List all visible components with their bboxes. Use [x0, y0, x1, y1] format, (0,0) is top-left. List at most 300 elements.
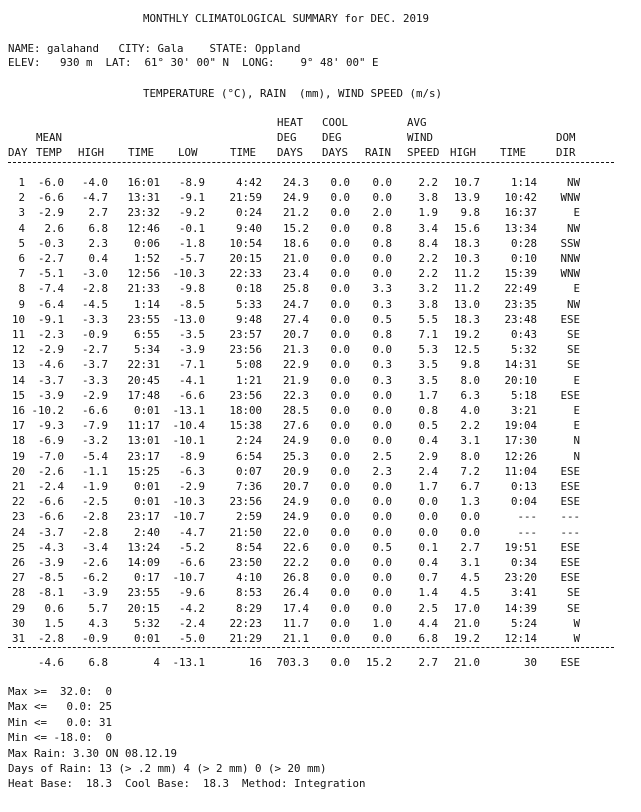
data-row-wind-high-time: 3:41 — [510, 586, 537, 600]
data-row-avg-wind-speed: 0.0 — [418, 495, 438, 509]
data-row-cool-deg-days: 0.0 — [330, 616, 350, 630]
data-row-day: 14 — [11, 373, 25, 387]
data-row-cool-deg-days: 0.0 — [330, 221, 350, 235]
data-row-rain: 1.0 — [372, 616, 392, 630]
data-row-dom-dir: SE — [566, 343, 580, 357]
data-row-rain: 0.0 — [372, 343, 392, 357]
data-row-cool-deg-days: 0.0 — [330, 540, 350, 554]
data-row-high-time: 5:32 — [133, 616, 160, 630]
data-row-cool-deg-days: 0.0 — [330, 495, 350, 509]
data-row-wind-high-time: --- — [517, 525, 537, 539]
data-row-wind-high: 2.7 — [460, 540, 480, 554]
data-row-day: 4 — [18, 221, 25, 235]
header-row-avg-wind-speed: WIND — [407, 131, 434, 144]
data-row-dom-dir: --- — [560, 510, 580, 524]
data-row-low-time: 7:36 — [235, 480, 262, 493]
data-row-high-time: 0:17 — [133, 571, 160, 585]
data-row-avg-wind-speed: 2.2 — [418, 252, 438, 265]
data-row-heat-deg-days: 22.0 — [282, 525, 309, 539]
data-row-wind-high: 18.3 — [453, 312, 480, 326]
data-row-low-time: 23:56 — [229, 495, 262, 509]
data-row-high-temp: -3.9 — [81, 586, 108, 600]
data-row-avg-wind-speed: 1.7 — [418, 480, 438, 493]
totals-cell-dom-dir: ESE — [560, 656, 580, 669]
data-row-high-temp: -1.9 — [81, 480, 108, 493]
data-row-low-temp: -7.1 — [178, 358, 205, 372]
data-row-low-time: 2:59 — [235, 510, 262, 524]
data-row-high-time: 21:33 — [127, 282, 160, 296]
data-row-rain: 0.0 — [372, 525, 392, 539]
data-row-wind-high: 10.7 — [453, 176, 480, 189]
data-row-high-time: 15:25 — [127, 464, 160, 478]
data-row-low-time: 21:50 — [229, 525, 262, 539]
data-row-rain: 0.5 — [372, 540, 392, 554]
data-row-high-time: 12:46 — [127, 221, 160, 235]
data-row — [0, 450, 641, 463]
data-row-mean-temp: -2.4 — [37, 480, 64, 493]
data-row-high-temp: -2.9 — [81, 388, 108, 402]
data-row-wind-high: 18.3 — [453, 236, 480, 250]
data-row-dom-dir: E — [573, 206, 580, 220]
data-row-heat-deg-days: 22.2 — [282, 556, 309, 569]
data-row-wind-high: 8.0 — [460, 449, 480, 463]
data-row-rain: 0.0 — [372, 586, 392, 600]
data-row — [0, 252, 641, 265]
data-row-mean-temp: -3.7 — [37, 373, 64, 387]
data-row-low-temp: -9.6 — [178, 586, 205, 600]
data-row-high-time: 20:15 — [127, 601, 160, 615]
data-row-rain: 0.0 — [372, 252, 392, 265]
data-row-wind-high: 6.7 — [460, 480, 480, 493]
data-row-low-time: 22:33 — [229, 267, 262, 281]
header-row-high-temp: HIGH — [78, 146, 105, 159]
header-divider — [8, 162, 614, 163]
data-row-low-temp: -8.9 — [178, 176, 205, 189]
data-row-high-time: 13:24 — [127, 540, 160, 554]
data-row-avg-wind-speed: 2.9 — [418, 449, 438, 463]
header-row-cool-deg-days: DAYS — [322, 146, 349, 159]
data-row-wind-high-time: 5:32 — [510, 343, 537, 357]
data-row-low-time: 9:40 — [235, 221, 262, 235]
data-row-wind-high: 9.8 — [460, 206, 480, 220]
data-row-avg-wind-speed: 4.4 — [418, 616, 438, 630]
data-row-wind-high-time: 17:30 — [504, 434, 537, 448]
data-row-mean-temp: -5.1 — [37, 267, 64, 281]
data-row-avg-wind-speed: 2.2 — [418, 176, 438, 189]
data-row-day: 9 — [18, 297, 25, 311]
data-row-high-temp: -4.0 — [81, 176, 108, 189]
data-row-wind-high: 7.2 — [460, 464, 480, 478]
data-row-low-temp: -5.2 — [178, 540, 205, 554]
data-row-mean-temp: -2.9 — [37, 206, 64, 220]
data-row-cool-deg-days: 0.0 — [330, 176, 350, 189]
data-row-mean-temp: -7.4 — [37, 282, 64, 296]
summary-line: Min <= 0.0: 31 — [8, 715, 113, 729]
data-row-rain: 0.3 — [372, 358, 392, 372]
data-row-rain: 0.8 — [372, 328, 392, 341]
data-row-cool-deg-days: 0.0 — [330, 297, 350, 311]
data-row-high-time: 5:34 — [133, 343, 160, 357]
data-row-high-temp: -0.9 — [81, 632, 108, 645]
header-row-high-time: TIME — [128, 146, 155, 159]
data-row-dom-dir: ESE — [560, 540, 580, 554]
data-row-dom-dir: ESE — [560, 312, 580, 326]
data-row-mean-temp: -3.7 — [37, 525, 64, 539]
data-row-low-temp: -6.6 — [178, 388, 205, 402]
data-row-day: 1 — [18, 176, 25, 189]
data-row-high-temp: 2.7 — [88, 206, 108, 220]
data-row-low-temp: -9.2 — [178, 206, 205, 220]
data-row-mean-temp: -6.4 — [37, 297, 64, 311]
data-row-wind-high: 3.1 — [460, 556, 480, 569]
data-row — [0, 222, 641, 235]
totals-cell-high-temp: 6.8 — [88, 656, 108, 669]
data-row-heat-deg-days: 20.9 — [282, 464, 309, 478]
data-row-avg-wind-speed: 0.0 — [418, 510, 438, 524]
data-row-mean-temp: -2.3 — [37, 328, 64, 341]
data-row-cool-deg-days: 0.0 — [330, 480, 350, 493]
data-row-dom-dir: ESE — [560, 388, 580, 402]
data-row-mean-temp: -3.9 — [37, 556, 64, 569]
data-row-cool-deg-days: 0.0 — [330, 373, 350, 387]
data-row-avg-wind-speed: 5.3 — [418, 343, 438, 357]
data-row-cool-deg-days: 0.0 — [330, 312, 350, 326]
data-row-cool-deg-days: 0.0 — [330, 358, 350, 372]
data-row-avg-wind-speed: 3.5 — [418, 373, 438, 387]
data-row-dom-dir: SSW — [560, 236, 580, 250]
data-row-high-temp: 5.7 — [88, 601, 108, 615]
header-row-dom-dir: DOM — [556, 131, 576, 144]
data-row-rain: 0.5 — [372, 312, 392, 326]
data-row-avg-wind-speed: 1.7 — [418, 388, 438, 402]
data-row — [0, 358, 641, 371]
report-title: MONTHLY CLIMATOLOGICAL SUMMARY for DEC. 2019 — [143, 12, 430, 25]
data-row-dom-dir: NW — [566, 297, 580, 311]
data-row-low-temp: -4.2 — [178, 601, 205, 615]
data-row-avg-wind-speed: 0.0 — [418, 525, 438, 539]
data-row-cool-deg-days: 0.0 — [330, 191, 350, 205]
data-row-high-temp: 0.4 — [88, 252, 108, 265]
data-row-day: 12 — [11, 343, 25, 357]
data-row-high-time: 17:48 — [127, 388, 160, 402]
data-row-heat-deg-days: 25.8 — [282, 282, 309, 296]
data-row-dom-dir: E — [573, 373, 580, 387]
data-row-low-temp: -6.6 — [178, 556, 205, 569]
header-row-wind-high: HIGH — [450, 146, 477, 159]
data-row-wind-high: 13.9 — [453, 191, 480, 205]
data-row-cool-deg-days: 0.0 — [330, 267, 350, 281]
header-row-heat-deg-days: HEAT — [277, 116, 304, 129]
data-row-high-temp: -3.7 — [81, 358, 108, 372]
data-row-wind-high-time: 10:42 — [504, 191, 537, 205]
data-row-dom-dir: SE — [566, 586, 580, 600]
data-row-mean-temp: -6.6 — [37, 510, 64, 524]
summary-line: Min <= -18.0: 0 — [8, 731, 113, 745]
data-row-dom-dir: N — [573, 434, 580, 448]
data-row — [0, 465, 641, 478]
data-row-high-temp: -7.9 — [81, 419, 108, 433]
data-row-low-temp: -10.1 — [172, 434, 205, 448]
data-row-wind-high-time: 12:26 — [504, 449, 537, 463]
data-row-mean-temp: -0.3 — [37, 236, 64, 250]
data-row-high-time: 22:31 — [127, 358, 160, 372]
data-row-mean-temp: 2.6 — [44, 221, 64, 235]
data-row-day: 18 — [11, 434, 25, 448]
data-row-rain: 0.0 — [372, 495, 392, 509]
data-row — [0, 404, 641, 417]
data-row-avg-wind-speed: 3.2 — [418, 282, 438, 296]
data-row-low-time: 22:23 — [229, 616, 262, 630]
data-row-high-time: 23:17 — [127, 510, 160, 524]
data-row-low-time: 2:24 — [235, 434, 262, 448]
summary-line: Days of Rain: 13 (> .2 mm) 4 (> 2 mm) 0 (> 20 mm) — [8, 762, 327, 775]
data-row-heat-deg-days: 24.3 — [282, 176, 309, 189]
data-row-low-temp: -10.3 — [172, 495, 205, 509]
header-row-dom-dir: DIR — [556, 146, 576, 159]
data-row-avg-wind-speed: 2.5 — [418, 601, 438, 615]
data-row — [0, 176, 641, 189]
data-row-cool-deg-days: 0.0 — [330, 404, 350, 417]
data-row-low-time: 8:54 — [235, 540, 262, 554]
data-row-mean-temp: -4.3 — [37, 540, 64, 554]
data-row — [0, 586, 641, 599]
data-row-dom-dir: N — [573, 449, 580, 463]
data-row-wind-high: 6.3 — [460, 388, 480, 402]
data-row-high-time: 1:14 — [133, 297, 160, 311]
data-row-low-temp: -5.7 — [178, 252, 205, 265]
data-row-rain: 0.3 — [372, 373, 392, 387]
data-row-high-time: 0:01 — [133, 632, 160, 645]
totals-cell-high-time: 4 — [153, 656, 160, 669]
data-row-wind-high-time: --- — [517, 510, 537, 524]
data-row-low-time: 6:54 — [235, 449, 262, 463]
data-row-heat-deg-days: 21.3 — [282, 343, 309, 357]
data-row-dom-dir: SE — [566, 328, 580, 341]
summary-line: Max >= 32.0: 0 — [8, 685, 113, 698]
header-row-avg-wind-speed: AVG — [407, 116, 427, 129]
data-row-wind-high: 4.0 — [460, 404, 480, 417]
data-row-dom-dir: E — [573, 419, 580, 433]
data-row-day: 25 — [11, 540, 25, 554]
data-row-low-time: 1:21 — [235, 373, 262, 387]
data-row-low-temp: -4.7 — [178, 525, 205, 539]
data-row-avg-wind-speed: 3.8 — [418, 297, 438, 311]
data-row-wind-high: 11.2 — [453, 282, 480, 296]
data-row-wind-high: 4.5 — [460, 571, 480, 585]
data-row-heat-deg-days: 28.5 — [282, 404, 309, 417]
data-row-low-time: 8:29 — [235, 601, 262, 615]
data-row-day: 8 — [18, 282, 25, 296]
totals-cell-wind-high: 21.0 — [453, 656, 480, 669]
data-row-wind-high: 10.3 — [453, 252, 480, 265]
data-row-avg-wind-speed: 2.4 — [418, 464, 438, 478]
data-row-day: 27 — [11, 571, 25, 585]
data-row — [0, 237, 641, 250]
data-row-day: 20 — [11, 464, 25, 478]
data-row-mean-temp: -6.6 — [37, 495, 64, 509]
data-row-high-temp: 2.3 — [88, 236, 108, 250]
data-row-avg-wind-speed: 3.8 — [418, 191, 438, 205]
data-row-wind-high: 13.0 — [453, 297, 480, 311]
data-row-rain: 0.0 — [372, 480, 392, 493]
data-row — [0, 389, 641, 402]
data-row-rain: 0.0 — [372, 510, 392, 524]
totals-cell-cool-deg-days: 0.0 — [330, 656, 350, 669]
data-row-avg-wind-speed: 1.9 — [418, 206, 438, 220]
data-row-dom-dir: NW — [566, 221, 580, 235]
data-row — [0, 617, 641, 630]
data-row-cool-deg-days: 0.0 — [330, 556, 350, 569]
data-row-cool-deg-days: 0.0 — [330, 419, 350, 433]
data-row-mean-temp: -7.0 — [37, 449, 64, 463]
data-row-high-time: 13:31 — [127, 191, 160, 205]
data-row-wind-high-time: 1:14 — [510, 176, 537, 189]
data-row-high-time: 6:55 — [133, 328, 160, 341]
data-row-rain: 0.0 — [372, 404, 392, 417]
data-row-day: 26 — [11, 556, 25, 569]
data-row-cool-deg-days: 0.0 — [330, 252, 350, 265]
data-row-wind-high-time: 16:37 — [504, 206, 537, 220]
data-row — [0, 298, 641, 311]
data-row-low-temp: -13.1 — [172, 404, 205, 417]
data-row-low-temp: -0.1 — [178, 221, 205, 235]
data-row — [0, 526, 641, 539]
data-row-mean-temp: -2.9 — [37, 343, 64, 357]
data-row-heat-deg-days: 21.2 — [282, 206, 309, 220]
header-row-mean-temp: TEMP — [36, 146, 63, 159]
data-row-mean-temp: -4.6 — [37, 358, 64, 372]
data-row-low-time: 5:08 — [235, 358, 262, 372]
data-row-low-time: 0:07 — [235, 464, 262, 478]
data-row-heat-deg-days: 11.7 — [282, 616, 309, 630]
data-row-heat-deg-days: 20.7 — [282, 480, 309, 493]
summary-line: Heat Base: 18.3 Cool Base: 18.3 Method: Integration — [8, 777, 366, 791]
data-row-dom-dir: WNW — [560, 191, 580, 205]
data-row-cool-deg-days: 0.0 — [330, 571, 350, 585]
data-row-low-temp: -10.7 — [172, 571, 205, 585]
data-row-day: 31 — [11, 632, 25, 645]
data-row-high-temp: -6.2 — [81, 571, 108, 585]
data-row-low-temp: -8.5 — [178, 297, 205, 311]
data-row-mean-temp: -10.2 — [31, 404, 64, 417]
data-row-high-time: 23:32 — [127, 206, 160, 220]
data-row-wind-high: 0.0 — [460, 510, 480, 524]
data-row-high-time: 0:01 — [133, 480, 160, 493]
data-row — [0, 419, 641, 432]
totals-cell-low-time: 16 — [248, 656, 262, 669]
data-row-high-temp: -3.0 — [81, 267, 108, 281]
data-row-high-temp: -5.4 — [81, 449, 108, 463]
data-row-low-time: 23:57 — [229, 328, 262, 341]
data-row-wind-high: 0.0 — [460, 525, 480, 539]
data-row-mean-temp: 1.5 — [44, 616, 64, 630]
data-row — [0, 495, 641, 508]
data-row — [0, 632, 641, 645]
data-row-high-time: 11:17 — [127, 419, 160, 433]
data-row-rain: 0.0 — [372, 571, 392, 585]
data-row-rain: 0.0 — [372, 601, 392, 615]
data-row-cool-deg-days: 0.0 — [330, 449, 350, 463]
data-row-dom-dir: ESE — [560, 495, 580, 509]
data-row-dom-dir: ESE — [560, 480, 580, 493]
data-row-heat-deg-days: 15.2 — [282, 221, 309, 235]
data-row-day: 30 — [11, 616, 25, 630]
station-elev-line: ELEV: 930 m LAT: 61° 30' 00" N LONG: 9° 48' 00" E — [8, 56, 379, 69]
data-row-cool-deg-days: 0.0 — [330, 388, 350, 402]
data-row-cool-deg-days: 0.0 — [330, 282, 350, 296]
data-row-mean-temp: -6.6 — [37, 191, 64, 205]
header-row-wind-high-time: TIME — [500, 146, 527, 159]
data-row-day: 3 — [18, 206, 25, 220]
data-row-cool-deg-days: 0.0 — [330, 632, 350, 645]
header-row-low-temp: LOW — [178, 146, 198, 159]
data-row-wind-high-time: 19:04 — [504, 419, 537, 433]
data-row — [0, 343, 641, 356]
totals-cell-mean-temp: -4.6 — [37, 656, 64, 669]
data-row-low-temp: -6.3 — [178, 464, 205, 478]
data-row-day: 6 — [18, 252, 25, 265]
data-row-low-time: 20:15 — [229, 252, 262, 265]
data-row-rain: 0.0 — [372, 419, 392, 433]
data-row-day: 19 — [11, 449, 25, 463]
data-row-high-time: 1:52 — [133, 252, 160, 265]
data-row-wind-high-time: 23:48 — [504, 312, 537, 326]
data-row-day: 21 — [11, 480, 25, 493]
data-row-dom-dir: NNW — [560, 252, 580, 265]
data-row-low-time: 18:00 — [229, 404, 262, 417]
data-row-wind-high-time: 19:51 — [504, 540, 537, 554]
data-row-wind-high: 8.0 — [460, 373, 480, 387]
data-row-high-time: 16:01 — [127, 176, 160, 189]
data-row-low-temp: -3.5 — [178, 328, 205, 341]
data-row-avg-wind-speed: 1.4 — [418, 586, 438, 600]
data-row — [0, 571, 641, 584]
data-row-wind-high: 4.5 — [460, 586, 480, 600]
data-row-dom-dir: SE — [566, 358, 580, 372]
data-row-high-temp: -0.9 — [81, 328, 108, 341]
data-row-cool-deg-days: 0.0 — [330, 510, 350, 524]
header-row-low-time: TIME — [230, 146, 257, 159]
data-row-wind-high-time: 15:39 — [504, 267, 537, 281]
data-row — [0, 328, 641, 341]
data-row-day: 16 — [11, 404, 25, 417]
data-row-mean-temp: -3.9 — [37, 388, 64, 402]
data-row-high-time: 0:06 — [133, 236, 160, 250]
data-row-low-time: 0:24 — [235, 206, 262, 220]
data-row-high-time: 13:01 — [127, 434, 160, 448]
data-row-heat-deg-days: 17.4 — [282, 601, 309, 615]
header-row-heat-deg-days: DAYS — [277, 146, 304, 159]
data-row-avg-wind-speed: 0.7 — [418, 571, 438, 585]
data-row-high-time: 12:56 — [127, 267, 160, 281]
data-row-dom-dir: NW — [566, 176, 580, 189]
data-row-wind-high-time: 12:14 — [504, 632, 537, 645]
data-row-high-temp: -2.8 — [81, 510, 108, 524]
data-row-avg-wind-speed: 0.1 — [418, 540, 438, 554]
data-row-day: 7 — [18, 267, 25, 281]
data-row-heat-deg-days: 24.9 — [282, 434, 309, 448]
data-row-avg-wind-speed: 2.2 — [418, 267, 438, 281]
data-row-rain: 0.8 — [372, 221, 392, 235]
data-row-low-time: 23:50 — [229, 556, 262, 569]
totals-divider — [8, 647, 614, 648]
data-row-wind-high: 19.2 — [453, 632, 480, 645]
data-row-high-temp: -2.6 — [81, 556, 108, 569]
data-row-rain: 0.3 — [372, 297, 392, 311]
summary-line: Max <= 0.0: 25 — [8, 700, 113, 714]
data-row-high-temp: 4.3 — [88, 616, 108, 630]
data-row-wind-high: 3.1 — [460, 434, 480, 448]
